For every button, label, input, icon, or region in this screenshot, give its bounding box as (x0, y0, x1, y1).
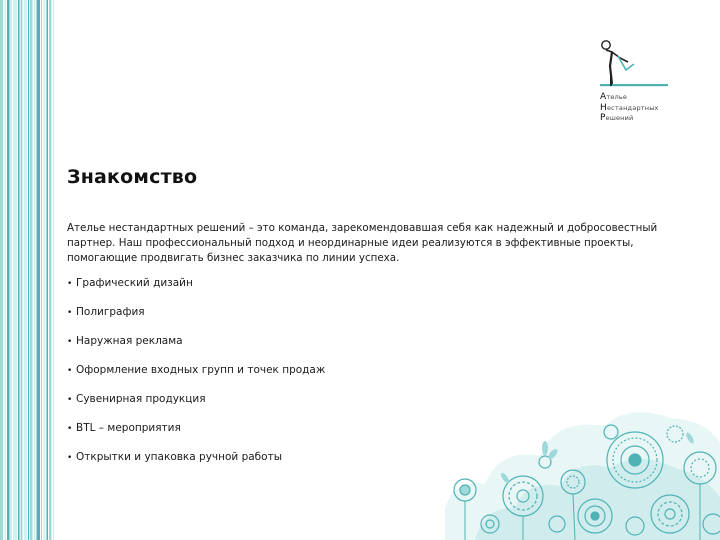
list-item (67, 332, 325, 361)
bullet: • (67, 308, 73, 318)
logo-line: Ателье (600, 92, 628, 102)
bullet: • (67, 395, 73, 405)
service-label: Графический дизайн (76, 277, 193, 289)
service-label: Наружная реклама (76, 335, 183, 347)
bullet: • (67, 337, 73, 347)
list-item (67, 361, 325, 390)
decorative-stripes (0, 0, 54, 540)
slide-title: Знакомство (67, 166, 198, 188)
list-item (67, 303, 325, 332)
stripe (0, 0, 3, 540)
stripe (24, 0, 27, 540)
stripe (21, 0, 23, 540)
stripe (53, 0, 54, 540)
service-label: Сувенирная продукция (76, 393, 206, 405)
stripe (13, 0, 17, 540)
stripe (37, 0, 41, 540)
stripe (47, 0, 49, 540)
bullet: • (67, 279, 73, 289)
stripe (5, 0, 7, 540)
bullet: • (67, 366, 73, 376)
service-label: Оформление входных групп и точек продаж (76, 364, 326, 376)
list-item (67, 274, 325, 303)
intro-paragraph: Ателье нестандартных решений – это команда, зарекомендовавшая себя как надежный и добросовестный партнер. Наш профессиональный подход и неординарные идеи реализуются в эффективные проекты, помогающие продвигать бизнес заказчика по линии успеха. (67, 222, 658, 264)
stripe (41, 0, 42, 540)
decorative-circles-illustration (445, 398, 720, 540)
bullet: • (67, 453, 73, 463)
stripe (11, 0, 12, 540)
services-list (67, 274, 325, 477)
stripe (28, 0, 29, 540)
stripe (49, 0, 52, 540)
service-label: BTL – мероприятия (76, 422, 181, 434)
stripe (34, 0, 36, 540)
stripe (18, 0, 20, 540)
stripe (7, 0, 10, 540)
logo-wordmark (600, 92, 659, 124)
bullet: • (67, 424, 73, 434)
logo-line: Нестандартных (600, 102, 659, 113)
stripe (44, 0, 46, 540)
service-label: Открытки и упаковка ручной работы (76, 451, 282, 463)
list-item (67, 390, 325, 419)
list-item (67, 419, 325, 448)
logo-line: Решений (600, 113, 634, 123)
service-label: Полиграфия (76, 306, 145, 318)
stripe (30, 0, 33, 540)
list-item (67, 448, 325, 477)
